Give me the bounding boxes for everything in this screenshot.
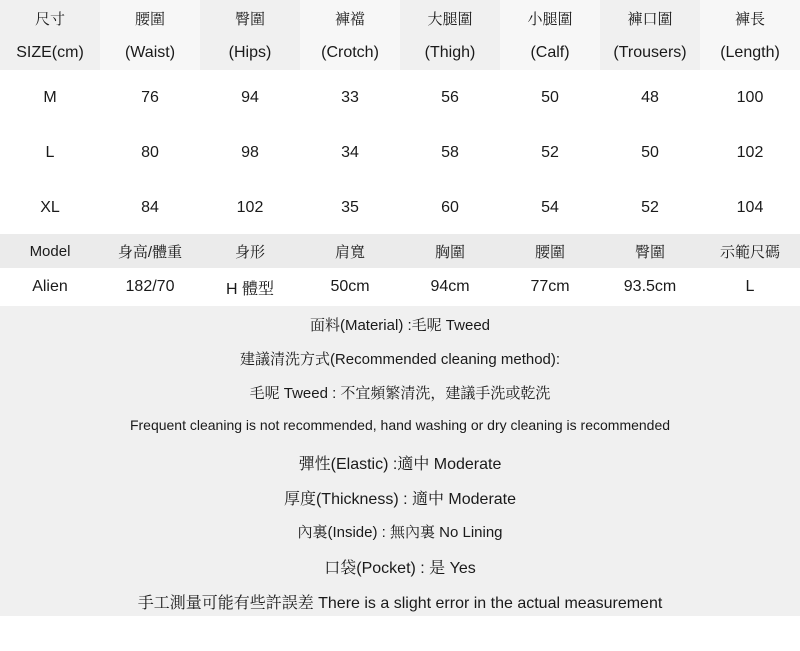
header-cell: 褲襠 [300,0,400,36]
header-cell: 小腿圍 [500,0,600,36]
table-cell: 35 [341,198,359,216]
size-table-header-en [0,36,800,70]
table-cell: 182/70 [125,278,175,295]
material-note: 面料(Material) :毛呢 Tweed [309,317,491,334]
header-cell: SIZE(cm) [16,44,84,61]
table-cell: 80 [141,143,159,161]
cleaning-note-en: Frequent cleaning is not recommended, hand washing or dry cleaning is recommended [129,417,671,433]
table-cell: 98 [241,143,259,161]
elastic-note: 彈性(Elastic) :適中 Moderate [298,456,502,473]
header-cell: 臀圍 [634,243,665,261]
measurement-error-note: 手工測量可能有些許誤差 There is a slight error in the actual measurement [137,595,663,612]
model-table-row [0,268,800,306]
table-cell: XL [40,198,60,216]
table-cell: 94 [241,88,259,106]
header-cell: (Trousers) [613,44,687,61]
table-cell: 34 [341,143,359,161]
table-cell: 100 [736,88,764,106]
table-cell: L [745,278,755,295]
header-cell: 褲長 [700,0,800,36]
model-table-header [0,234,800,268]
header-cell: 胸圍 [434,243,465,261]
cleaning-note-zh: 毛呢 Tweed : 不宜頻繁清洗，建議手洗或乾洗 [249,385,551,402]
table-cell: 77cm [530,278,570,295]
thickness-note: 厚度(Thickness) : 適中 Moderate [283,491,517,508]
table-cell: 94cm [430,278,470,295]
table-cell: 102 [736,143,764,161]
table-cell: 50 [541,88,559,106]
table-cell: 50cm [330,278,370,295]
header-cell: 身高/體重 [117,243,183,261]
table-cell: 102 [236,198,264,216]
table-cell: 48 [641,88,659,106]
header-cell: (Hips) [228,44,272,61]
header-cell: 示範尺碼 [719,243,780,261]
table-cell: M [43,88,57,106]
header-cell: 身形 [234,243,265,261]
table-cell: 33 [341,88,359,106]
header-cell: (Thigh) [424,44,476,61]
header-cell: (Length) [700,36,800,70]
table-cell: 54 [541,198,559,216]
table-cell: 58 [441,143,459,161]
cleaning-title: 建議清洗方式(Recommended cleaning method): [239,351,561,368]
table-cell: 52 [641,198,659,216]
table-cell: 84 [141,198,159,216]
header-cell: 褲口圍 [627,10,673,28]
table-cell: 93.5cm [623,278,677,295]
header-cell: 腰圍 [534,243,565,261]
pocket-note: 口袋(Pocket) : 是 Yes [324,560,476,577]
header-cell: Model [29,242,71,260]
header-cell: (Waist) [100,36,200,70]
size-table-body [0,70,800,235]
table-cell: 50 [641,143,659,161]
header-cell: 肩寬 [334,243,365,261]
table-cell: 52 [541,143,559,161]
table-cell: H 體型 [225,280,274,298]
header-cell: 大腿圍 [427,10,473,28]
table-cell: 76 [141,88,159,106]
header-cell: 尺寸 [34,10,65,28]
table-cell: L [45,143,55,161]
table-cell: 60 [441,198,459,216]
size-table-header-zh [0,0,800,36]
inside-note: 內裏(Inside) : 無內裏 No Lining [297,524,503,541]
table-cell: 56 [441,88,459,106]
header-cell: 腰圍 [100,0,200,36]
table-cell: 104 [736,198,764,216]
header-cell: (Crotch) [300,36,400,70]
header-cell: (Calf) [500,36,600,70]
table-cell: Alien [32,278,68,295]
product-notes [0,306,800,616]
header-cell: 臀圍 [234,10,265,28]
